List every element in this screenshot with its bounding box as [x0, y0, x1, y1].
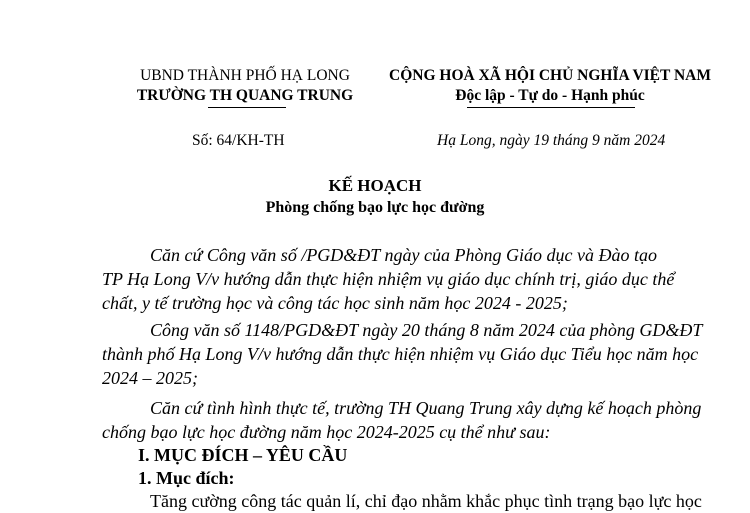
national-title: CỘNG HOÀ XÃ HỘI CHỦ NGHĨA VIỆT NAM: [389, 67, 711, 84]
paragraph-3-line-2: chống bạo lực học đường năm học 2024-2025 cụ thể như sau:: [102, 422, 551, 442]
header-left-block: [120, 66, 370, 106]
paragraph-1-line-2: TP Hạ Long V/v hướng dẫn thực hiện nhiệm vụ giáo dục chính trị, giáo dục thể: [102, 269, 675, 289]
subsection-heading-1-1: 1. Mục đích:: [138, 468, 235, 488]
paragraph-1-line-3: chất, y tế trường học và công tác học sinh năm học 2024 - 2025;: [102, 293, 568, 313]
motto-underline: [467, 107, 635, 108]
paragraph-2-line-3: 2024 – 2025;: [102, 368, 198, 388]
school-name: TRƯỜNG TH QUANG TRUNG: [136, 87, 354, 104]
issuing-authority: UBND THÀNH PHỐ HẠ LONG: [140, 67, 350, 84]
cut-off-line: Tăng cường công tác quản lí, chỉ đạo nhằm khắc phục tình trạng bạo lực học: [150, 491, 702, 511]
school-name-underline: [208, 107, 286, 108]
section-heading-1: I. MỤC ĐÍCH – YÊU CẦU: [138, 445, 348, 465]
paragraph-2-line-1: Công văn số 1148/PGD&ĐT ngày 20 tháng 8 năm 2024 của phòng GD&ĐT: [150, 320, 703, 340]
place-and-date: Hạ Long, ngày 19 tháng 9 năm 2024: [437, 132, 666, 149]
document-title: KẾ HOẠCH: [328, 176, 422, 195]
paragraph-3-line-1: Căn cứ tình hình thực tế, trường TH Quang Trung xây dựng kế hoạch phòng: [150, 398, 702, 418]
national-motto: Độc lập - Tự do - Hạnh phúc: [455, 87, 645, 104]
paragraph-1-line-1: Căn cứ Công văn số /PGD&ĐT ngày của Phòng Giáo dục và Đào tạo: [150, 245, 657, 265]
document-subtitle: Phòng chống bạo lực học đường: [265, 199, 485, 216]
document-number: Số: 64/KH-TH: [192, 132, 285, 149]
paragraph-2-line-2: thành phố Hạ Long V/v hướng dẫn thực hiện nhiệm vụ Giáo dục Tiểu học năm học: [102, 344, 699, 364]
header-right-block: [385, 66, 715, 106]
